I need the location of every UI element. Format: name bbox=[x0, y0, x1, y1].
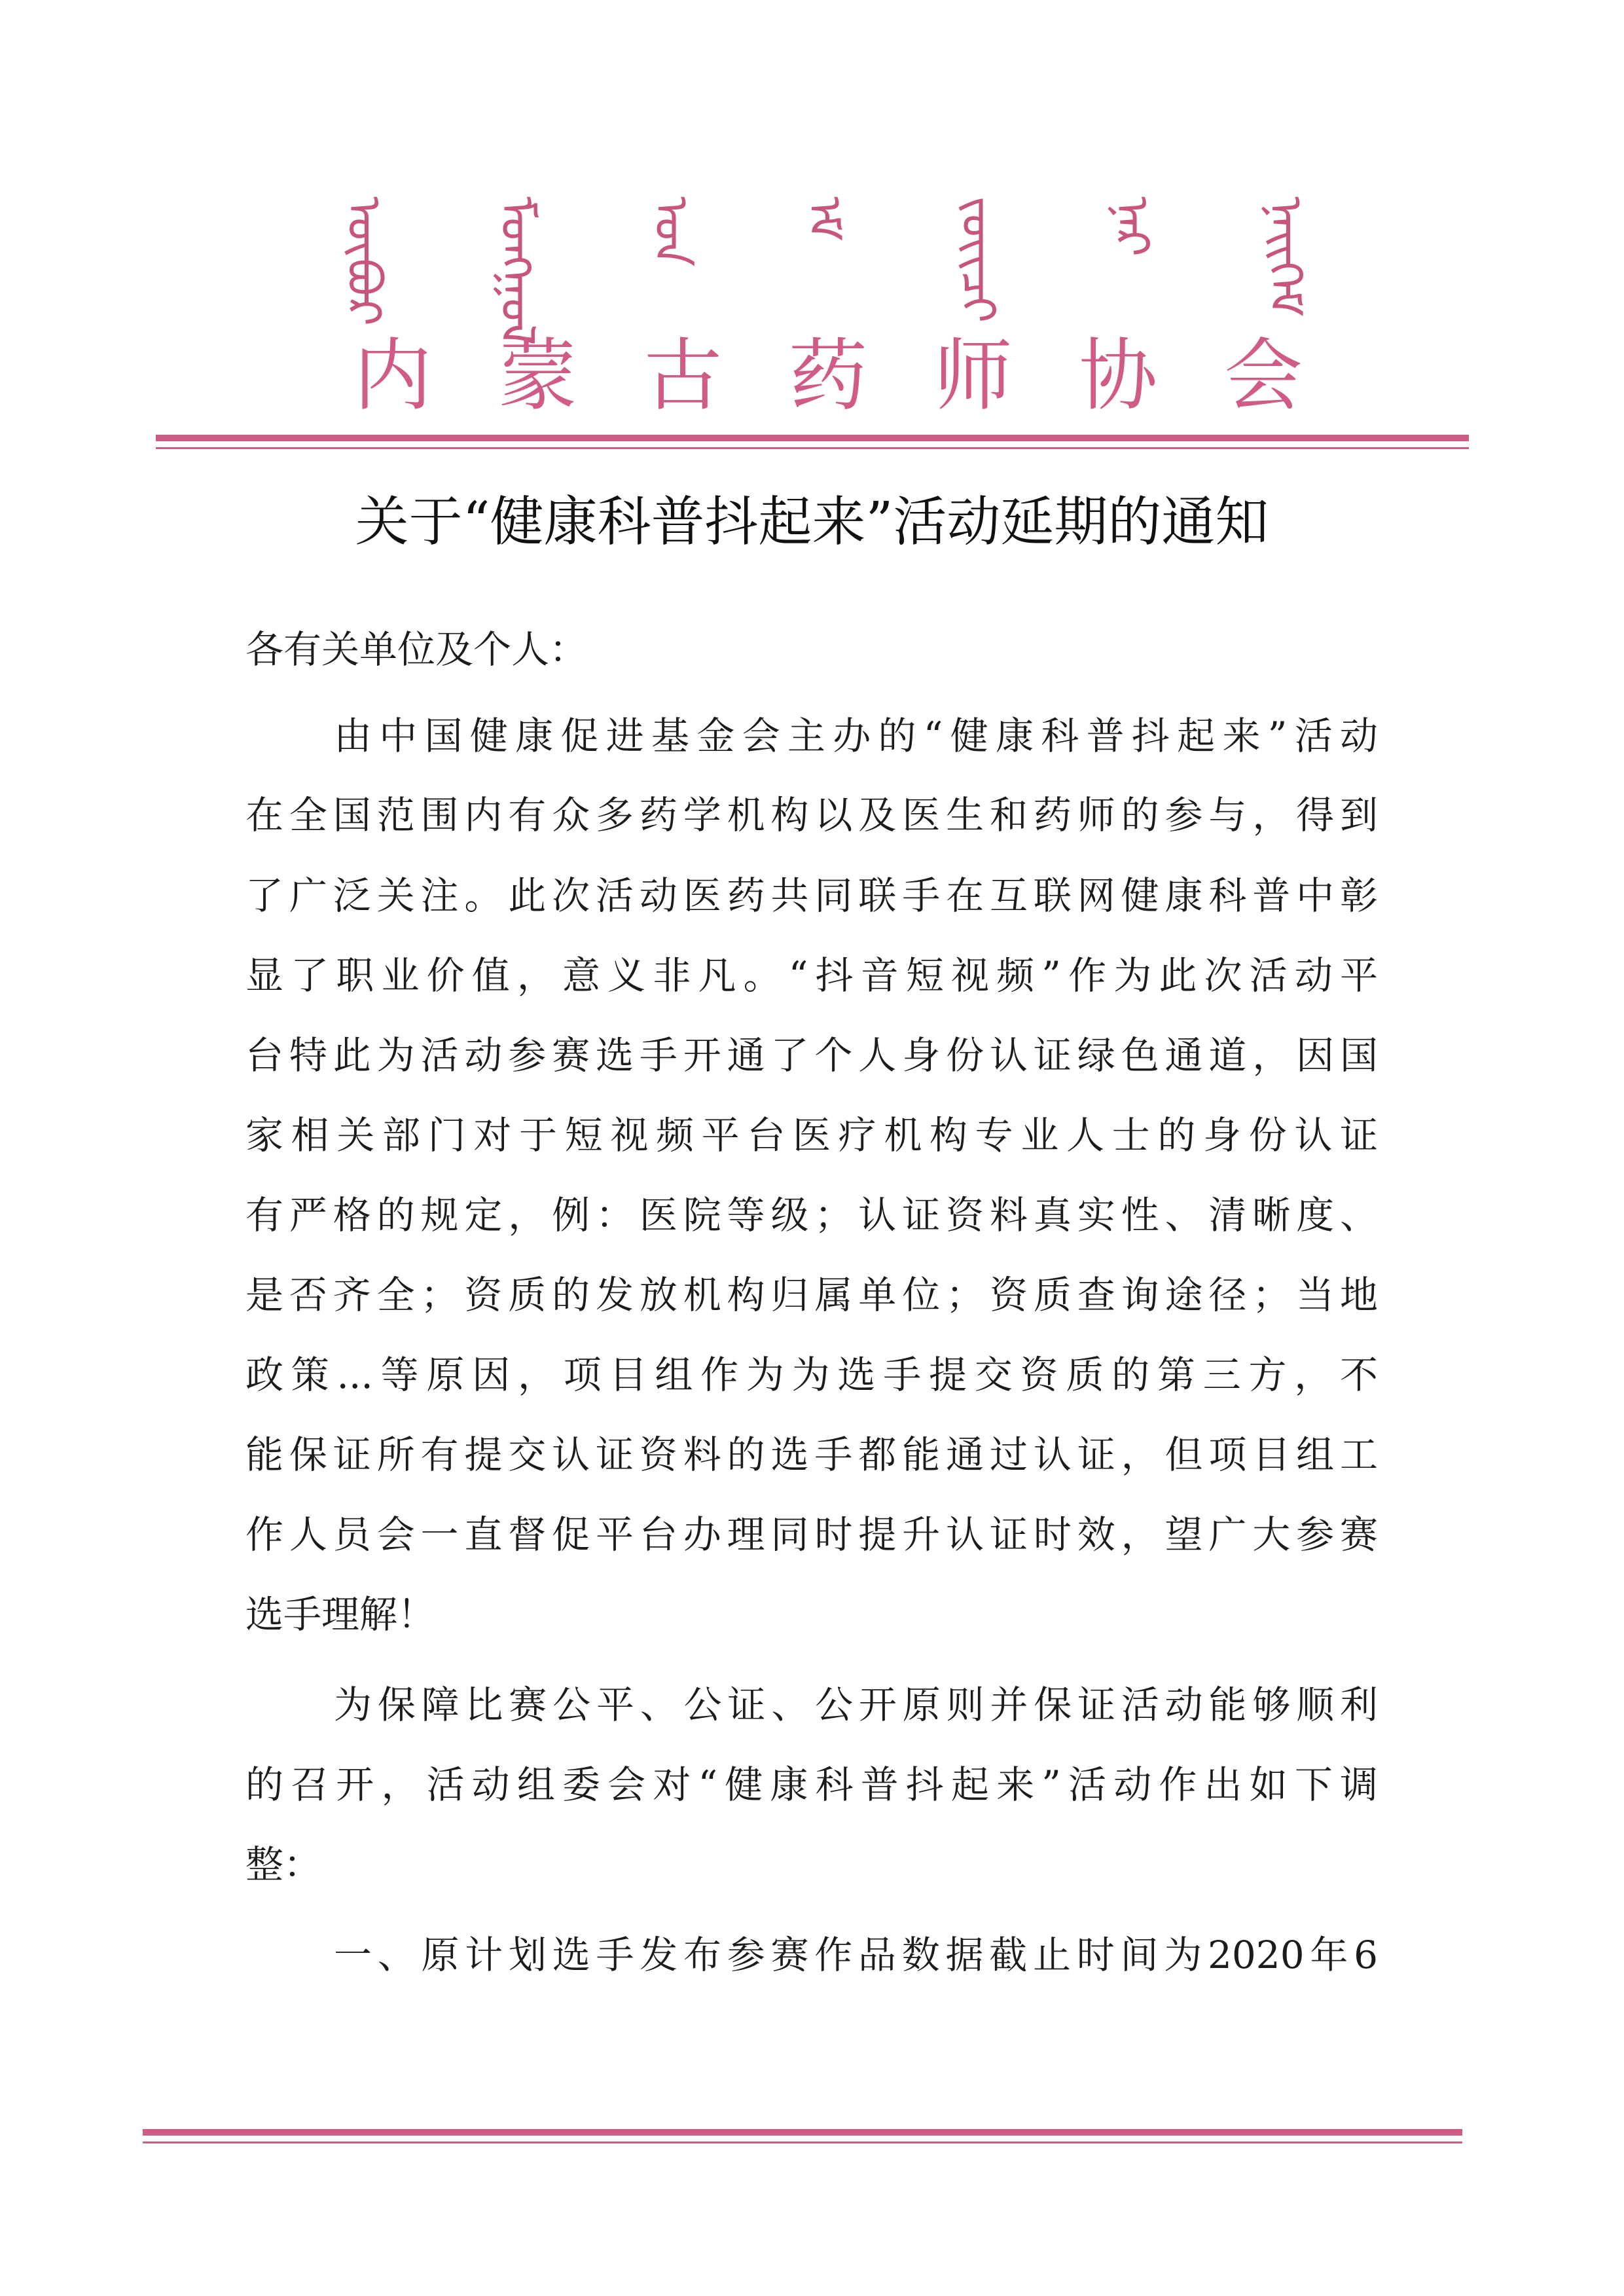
org-name-char-4: 药 bbox=[788, 331, 867, 422]
paragraph-1-line: 选手理解！ bbox=[245, 1592, 436, 1637]
letterhead-double-rule bbox=[156, 435, 1469, 449]
mongolian-word-6: ᠨᠠᠷ bbox=[1104, 196, 1160, 257]
mongolian-word-3: ᠤᠨ bbox=[643, 196, 699, 267]
org-name-char-6: 协 bbox=[1079, 331, 1158, 422]
document-title: 关于“健康科普抖起来”活动延期的通知 bbox=[355, 491, 1269, 553]
paragraph-1-line: 作人员会一直督促平台办理同时提升认证时效，望广大参赛 bbox=[245, 1512, 1378, 1557]
mongolian-word-4: ᠡᠮ bbox=[797, 196, 852, 242]
paragraph-1-line: 有严格的规定，例：医院等级；认证资料真实性、清晰度、 bbox=[245, 1193, 1378, 1237]
paragraph-1-line: 在全国范围内有众多药学机构以及医生和药师的参与，得到 bbox=[245, 793, 1378, 837]
paragraph-2-line: 整： bbox=[245, 1842, 322, 1887]
mongolian-word-5: ᠵᠦᠢᠴᠢ bbox=[950, 196, 1006, 323]
footer-rule-thin bbox=[143, 2141, 1462, 2143]
mongolian-word-7: ᠨᠡᠢᠭᠡᠮ bbox=[1257, 196, 1313, 317]
mongolian-word-1: ᠥᠪᠦᠷ bbox=[336, 196, 391, 326]
org-name-char-7: 会 bbox=[1223, 331, 1303, 422]
paragraph-2-line: 为保障比赛公平、公证、公开原则并保证活动能够顺利 bbox=[334, 1683, 1378, 1727]
paragraph-1-line: 是否齐全；资质的发放机构归属单位；资质查询途径；当地 bbox=[245, 1273, 1378, 1317]
letterhead-mongolian-script bbox=[336, 196, 1313, 346]
footer-double-rule bbox=[143, 2129, 1462, 2143]
paragraph-1-line: 了广泛关注。此次活动医药共同联手在互联网健康科普中彰 bbox=[245, 873, 1378, 918]
paragraph-1-line: 能保证所有提交认证资料的选手都能通过认证，但项目组工 bbox=[245, 1432, 1378, 1477]
org-name-char-2: 蒙 bbox=[498, 331, 577, 422]
paragraph-1-line: 显了职业价值，意义非凡。“抖音短视频”作为此次活动平 bbox=[245, 953, 1378, 998]
letterhead-org-name bbox=[353, 331, 1303, 422]
paragraph-1-line: 家相关部门对于短视频平台医疗机构专业人士的身份认证 bbox=[245, 1113, 1378, 1157]
paragraph-2-line: 的召开，活动组委会对“健康科普抖起来”活动作出如下调 bbox=[245, 1762, 1378, 1807]
org-name-char-1: 内 bbox=[353, 331, 432, 422]
mongolian-word-2: ᠮᠣᠩᠭᠣᠯ bbox=[490, 196, 545, 346]
paragraph-1-line: 由中国健康促进基金会主办的“健康科普抖起来”活动 bbox=[334, 714, 1378, 758]
org-name-char-3: 古 bbox=[643, 331, 723, 422]
letterhead-rule-thin bbox=[156, 447, 1469, 449]
paragraph-1-line: 台特此为活动参赛选手开通了个人身份认证绿色通道，因国 bbox=[245, 1033, 1378, 1078]
paragraph-3-line: 一、原计划选手发布参赛作品数据截止时间为2020年6 bbox=[334, 1933, 1378, 1977]
letterhead-rule-thick bbox=[156, 435, 1469, 441]
org-name-char-5: 师 bbox=[933, 331, 1013, 422]
footer-rule-thick bbox=[143, 2129, 1462, 2136]
paragraph-1-line: 政策...等原因，项目组作为为选手提交资质的第三方，不 bbox=[245, 1353, 1378, 1397]
salutation: 各有关单位及个人： bbox=[245, 627, 588, 672]
